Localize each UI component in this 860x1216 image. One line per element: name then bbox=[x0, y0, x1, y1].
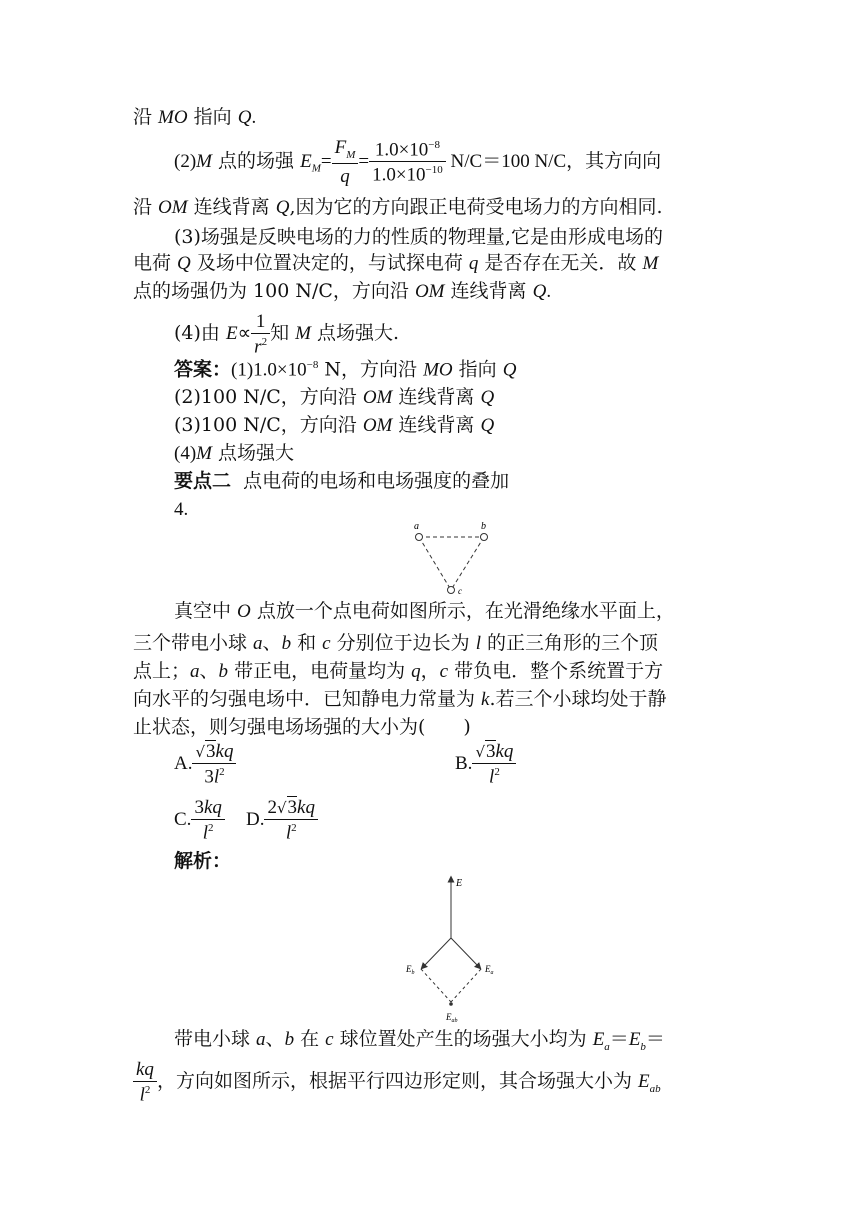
analysis-line-2: $\frac{kq}{l^2}$ ，方向如图所示，根据平行四边形定则，其合场强大小为 $E_{ab}$ bbox=[133, 1060, 661, 1104]
analysis-line-1: 带电小球 a、b 在 c 球位置处产生的场强大小均为 $E_a=E_b=$ bbox=[174, 1028, 665, 1053]
field-vector-figure bbox=[396, 868, 516, 1028]
answer-4: (4)M 点场强大 bbox=[174, 442, 295, 464]
kq-over-l2-fraction: $\frac{kq}{l^2}$ bbox=[133, 1060, 157, 1104]
problem-line-4: 向水平的匀强电场中．已知静电力常量为 k.若三个小球均处于静 bbox=[133, 688, 667, 710]
triangle-charges-figure bbox=[400, 518, 510, 598]
solution-line-1-end: 沿 MO 指向 Q. bbox=[133, 106, 257, 128]
label-Eab: $E_{ab}$ bbox=[446, 1012, 458, 1024]
answer-1: 答案：$(1)1.0\times 10^{-8}$ N，方向沿 MO 指向 Q bbox=[174, 358, 517, 381]
answer-2: (2)100 N/C，方向沿 OM 连线背离 Q bbox=[174, 386, 495, 408]
solution-part-3-line-1: (3)场强是反映电场的力的性质的物理量,它是由形成电场的 bbox=[174, 226, 663, 248]
solution-part-2: (2)M 点的场强 $E_M=$ $\frac{F_M}{q}$ = $\frac{1.0\times 10^{-8}}{1.0\times 10^{-10}}$ N/C＝100 N/C，其方向向 bbox=[174, 137, 662, 187]
option-c[interactable]: C. $\frac{3kq}{l^2}$ bbox=[174, 798, 225, 842]
answer-3: (3)100 N/C，方向沿 OM 连线背离 Q bbox=[174, 414, 495, 436]
field-value-fraction: $\frac{1.0\times 10^{-8}}{1.0\times 10^{-10}}$ bbox=[369, 140, 446, 185]
label-Eb: $E_b$ bbox=[406, 964, 415, 976]
label-c: c bbox=[458, 586, 462, 596]
problem-line-5: 止状态，则匀强电场场强的大小为( ) bbox=[133, 716, 471, 738]
problem-number: 4. bbox=[174, 499, 189, 520]
label-a: a bbox=[414, 521, 419, 532]
label-Ea: $E_a$ bbox=[485, 964, 494, 976]
force-over-charge-fraction: $\frac{F_M}{q}$ bbox=[332, 138, 359, 186]
solution-part-3-line-2: 电荷 Q 及场中位置决定的，与试探电荷 q 是否存在无关．故 M bbox=[133, 252, 659, 274]
problem-line-3: 点上；a、b 带正电，电荷量均为 q，c 带负电．整个系统置于方 bbox=[133, 660, 664, 682]
inverse-square-fraction: $\frac{1}{r^2}$ bbox=[251, 312, 270, 356]
solution-part-4: (4)由 E∝ $\frac{1}{r^2}$ 知 M 点场强大. bbox=[174, 311, 400, 358]
problem-line-1: 真空中 O 点放一个点电荷如图所示，在光滑绝缘水平面上， bbox=[174, 600, 675, 622]
option-b[interactable]: B. $\frac{√3kq}{l^2}$ bbox=[455, 742, 516, 786]
label-b: b bbox=[481, 521, 486, 532]
solution-part-3-line-3: 点的场强仍为 100 N/C，方向沿 OM 连线背离 Q. bbox=[133, 280, 552, 302]
analysis-label: 解析： bbox=[174, 850, 232, 872]
section-heading: 要点二 点电荷的电场和电场强度的叠加 bbox=[174, 470, 510, 492]
option-d[interactable]: D. $\frac{2√3kq}{l^2}$ bbox=[246, 798, 318, 842]
option-a[interactable]: A. $\frac{√3kq}{3l^2}$ bbox=[174, 742, 236, 786]
label-E: E bbox=[456, 878, 463, 889]
solution-part-2-line-2: 沿 OM 连线背离 Q,因为它的方向跟正电荷受电场力的方向相同. bbox=[133, 196, 663, 218]
problem-line-2: 三个带电小球 a、b 和 c 分别位于边长为 l 的正三角形的三个顶 bbox=[133, 632, 659, 654]
